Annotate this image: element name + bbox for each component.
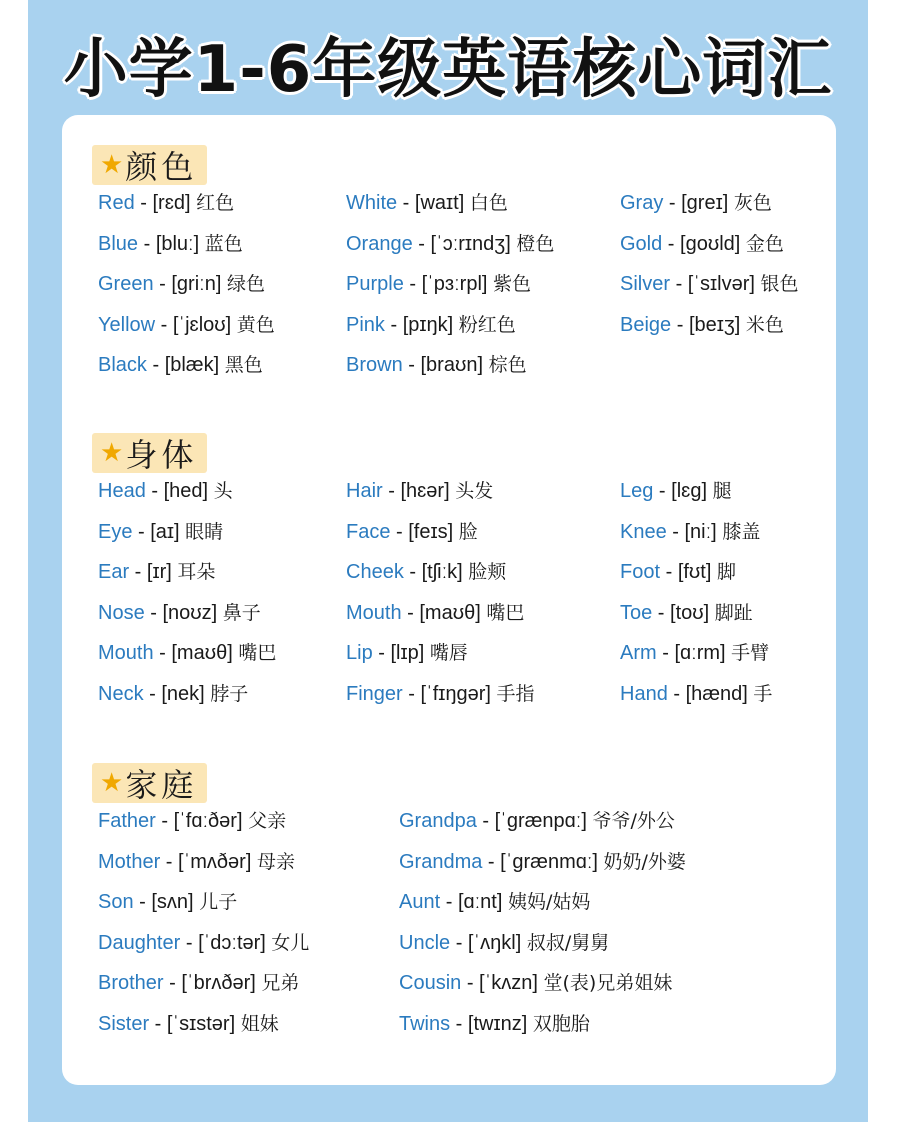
vocab-entry: Orange - [ˈɔːrɪndʒ] 橙色 <box>346 232 555 255</box>
phonetic: [ˈsɪstər] <box>166 1013 236 1035</box>
phonetic: [bluː] <box>155 232 200 255</box>
chinese-meaning: 姐妹 <box>240 1013 279 1035</box>
phonetic: [aɪ] <box>150 520 180 543</box>
vocab-entry: Brown - [braʊn] 棕色 <box>346 354 527 377</box>
phonetic: [ˈjɛloʊ] <box>172 313 232 336</box>
vocab-entry: Leg - [lɛg] 腿 <box>620 480 732 502</box>
chinese-meaning: 腿 <box>712 480 732 502</box>
english-word: Brown <box>346 354 403 377</box>
phonetic: [tʃiːk] <box>421 561 463 584</box>
chinese-meaning: 紫色 <box>493 273 532 296</box>
phonetic: [hɛər] <box>400 480 450 502</box>
phonetic: [griːn] <box>171 273 222 296</box>
phonetic: [beɪʒ] <box>688 313 741 336</box>
chinese-meaning: 嘴巴 <box>238 642 277 665</box>
chinese-meaning: 父亲 <box>248 810 287 832</box>
vocab-entry: Grandma - [ˈgrænmɑː] 奶奶/外婆 <box>399 850 686 873</box>
vocab-entry: Face - [feɪs] 脸 <box>346 520 478 543</box>
english-word: Father <box>98 810 156 832</box>
phonetic: [ɑːnt] <box>457 891 503 914</box>
vocab-entry: Beige - [beɪʒ] 米色 <box>620 313 784 336</box>
vocab-entry: Black - [blæk] 黑色 <box>98 354 263 377</box>
star-icon: ★ <box>100 768 124 798</box>
chinese-meaning: 脚趾 <box>714 601 753 624</box>
chinese-meaning: 头 <box>213 480 233 502</box>
chinese-meaning: 爷爷/外公 <box>592 810 675 832</box>
chinese-meaning: 兄弟 <box>261 972 300 995</box>
english-word: Finger <box>346 683 403 705</box>
english-word: Mouth <box>346 601 402 624</box>
english-word: Nose <box>98 601 145 624</box>
phonetic: [ˈgrænmɑː] <box>500 850 598 873</box>
vocab-entry: Hair - [hɛər] 头发 <box>346 480 494 502</box>
vocab-entry: Sister - [ˈsɪstər] 姐妹 <box>98 1013 279 1035</box>
chinese-meaning: 手 <box>753 683 773 705</box>
vocab-entry: Pink - [pɪŋk] 粉红色 <box>346 313 516 336</box>
english-word: Gold <box>620 232 663 255</box>
english-word: Blue <box>98 232 139 255</box>
vocab-entry: Cheek - [tʃiːk] 脸颊 <box>346 561 507 584</box>
phonetic: [ˈkʌzn] <box>479 972 538 995</box>
chinese-meaning: 金色 <box>745 232 784 255</box>
english-word: Grandma <box>399 850 483 873</box>
phonetic: [ˈbrʌðər] <box>181 972 256 995</box>
vocab-entry: Foot - [fʊt] 脚 <box>620 561 736 584</box>
vocab-entry: Red - [rɛd] 红色 <box>98 192 235 214</box>
english-word: Knee <box>620 520 667 543</box>
phonetic: [fʊt] <box>677 561 712 584</box>
vocab-entry: Finger - [ˈfɪŋgər] 手指 <box>346 683 535 705</box>
phonetic: [nek] <box>161 683 205 705</box>
chinese-meaning: 脚 <box>716 561 736 584</box>
chinese-meaning: 双胞胎 <box>532 1013 590 1035</box>
vocab-entry: White - [waɪt] 白色 <box>346 192 508 214</box>
vocab-entry: Green - [griːn] 绿色 <box>98 273 265 296</box>
english-word: Arm <box>620 642 657 665</box>
phonetic: [ˈdɔːtər] <box>198 931 266 954</box>
english-word: Aunt <box>399 891 441 914</box>
english-word: Ear <box>98 561 130 584</box>
star-icon: ★ <box>100 150 124 180</box>
chinese-meaning: 黄色 <box>236 313 275 336</box>
chinese-meaning: 橙色 <box>516 232 555 255</box>
chinese-meaning: 米色 <box>745 313 784 336</box>
vocab-entry: Neck - [nek] 脖子 <box>98 683 249 705</box>
english-word: Orange <box>346 232 413 255</box>
english-word: Green <box>98 273 154 296</box>
english-word: Neck <box>98 683 144 705</box>
english-word: Face <box>346 520 391 543</box>
vocab-entry: Purple - [ˈpɜːrpl] 紫色 <box>346 273 532 296</box>
phonetic: [lɛg] <box>671 480 708 502</box>
chinese-meaning: 手臂 <box>731 642 770 665</box>
chinese-meaning: 脸颊 <box>468 561 507 584</box>
phonetic: [ˈɔːrɪndʒ] <box>430 232 511 255</box>
vocab-entry: Cousin - [ˈkʌzn] 堂(表)兄弟姐妹 <box>399 972 673 995</box>
phonetic: [ɪr] <box>146 561 172 584</box>
chinese-meaning: 嘴巴 <box>486 601 525 624</box>
chinese-meaning: 绿色 <box>226 273 265 296</box>
phonetic: [lɪp] <box>390 642 425 665</box>
phonetic: [ˈmʌðər] <box>178 850 252 873</box>
english-word: Yellow <box>98 313 156 336</box>
vocab-entry: Brother - [ˈbrʌðər] 兄弟 <box>98 972 300 995</box>
english-word: Gray <box>620 192 664 214</box>
phonetic: [ɑːrm] <box>674 642 726 665</box>
phonetic: [waɪt] <box>414 192 465 214</box>
chinese-meaning: 奶奶/外婆 <box>603 850 686 873</box>
phonetic: [noʊz] <box>162 601 218 624</box>
chinese-meaning: 黑色 <box>224 354 263 377</box>
phonetic: [greɪ] <box>681 192 729 214</box>
chinese-meaning: 眼睛 <box>185 520 224 543</box>
chinese-meaning: 白色 <box>469 192 508 214</box>
phonetic: [ˈgrænpɑː] <box>494 810 587 832</box>
vocab-entry: Yellow - [ˈjɛloʊ] 黄色 <box>98 313 275 336</box>
english-word: Mother <box>98 850 161 873</box>
star-icon: ★ <box>100 438 124 468</box>
phonetic: [ˈʌŋkl] <box>467 931 522 954</box>
vocab-entry: Uncle - [ˈʌŋkl] 叔叔/舅舅 <box>399 931 610 954</box>
english-word: Uncle <box>399 931 451 954</box>
vocab-entry: Toe - [toʊ] 脚趾 <box>620 601 753 624</box>
vocab-entry: Blue - [bluː] 蓝色 <box>98 232 243 255</box>
phonetic: [ˈpɜːrpl] <box>421 273 488 296</box>
phonetic: [ˈfɑːðər] <box>173 810 243 832</box>
english-word: Purple <box>346 273 404 296</box>
english-word: White <box>346 192 398 214</box>
english-word: Silver <box>620 273 671 296</box>
english-word: Hand <box>620 683 668 705</box>
section-heading <box>92 145 207 185</box>
chinese-meaning: 脸 <box>458 520 478 543</box>
english-word: Lip <box>346 642 373 665</box>
chinese-meaning: 鼻子 <box>222 601 261 624</box>
vocab-entry: Son - [sʌn] 儿子 <box>98 891 238 914</box>
vocab-entry: Nose - [noʊz] 鼻子 <box>98 601 261 624</box>
chinese-meaning: 嘴唇 <box>429 642 468 665</box>
english-word: Beige <box>620 313 672 336</box>
english-word: Sister <box>98 1013 150 1035</box>
english-word: Mouth <box>98 642 154 665</box>
english-word: Daughter <box>98 931 181 954</box>
phonetic: [sʌn] <box>151 891 194 914</box>
vocab-entry: Ear - [ɪr] 耳朵 <box>98 561 216 584</box>
poster-background <box>28 0 868 1122</box>
chinese-meaning: 儿子 <box>199 891 238 914</box>
phonetic: [rɛd] <box>152 192 191 214</box>
section-heading <box>92 763 207 803</box>
chinese-meaning: 膝盖 <box>722 520 761 543</box>
english-word: Foot <box>620 561 661 584</box>
phonetic: [ˈsɪlvər] <box>687 273 755 296</box>
english-word: Toe <box>620 601 653 624</box>
vocab-entry: Twins - [twɪnz] 双胞胎 <box>399 1013 590 1035</box>
vocab-entry: Gray - [greɪ] 灰色 <box>620 192 772 214</box>
chinese-meaning: 姨妈/姑妈 <box>507 891 591 914</box>
vocab-entry: Head - [hed] 头 <box>98 480 233 502</box>
vocab-entry: Mouth - [maʊθ] 嘴巴 <box>346 601 525 624</box>
english-word: Twins <box>399 1013 451 1035</box>
phonetic: [twɪnz] <box>467 1013 528 1035</box>
english-word: Cheek <box>346 561 404 584</box>
chinese-meaning: 堂(表)兄弟姐妹 <box>543 972 673 995</box>
vocab-entry: Lip - [lɪp] 嘴唇 <box>346 642 468 665</box>
chinese-meaning: 手指 <box>496 683 535 705</box>
chinese-meaning: 脖子 <box>210 683 249 705</box>
phonetic: [maʊθ] <box>419 601 481 624</box>
chinese-meaning: 灰色 <box>733 192 772 214</box>
english-word: Brother <box>98 972 164 995</box>
vocab-entry: Silver - [ˈsɪlvər] 银色 <box>620 273 799 296</box>
english-word: Red <box>98 192 135 214</box>
english-word: Son <box>98 891 134 914</box>
phonetic: [hed] <box>163 480 209 502</box>
vocab-entry: Mouth - [maʊθ] 嘴巴 <box>98 642 277 665</box>
english-word: Eye <box>98 520 133 543</box>
vocab-entry: Father - [ˈfɑːðər] 父亲 <box>98 810 287 832</box>
section-title: 家庭 <box>125 766 198 804</box>
chinese-meaning: 粉红色 <box>458 313 516 336</box>
vocab-entry: Daughter - [ˈdɔːtər] 女儿 <box>98 931 310 954</box>
phonetic: [toʊ] <box>670 601 710 624</box>
chinese-meaning: 蓝色 <box>204 232 243 255</box>
vocab-entry: Gold - [goʊld] 金色 <box>620 232 784 255</box>
vocab-entry: Aunt - [ɑːnt] 姨妈/姑妈 <box>399 891 591 914</box>
english-word: Grandpa <box>399 810 477 832</box>
vocabulary-card <box>62 115 836 1085</box>
phonetic: [feɪs] <box>408 520 454 543</box>
chinese-meaning: 女儿 <box>271 931 310 954</box>
section-title: 身体 <box>125 436 198 474</box>
english-word: Head <box>98 480 146 502</box>
phonetic: [niː] <box>684 520 717 543</box>
vocab-entry: Hand - [hænd] 手 <box>620 683 773 705</box>
phonetic: [maʊθ] <box>171 642 233 665</box>
chinese-meaning: 银色 <box>760 273 799 296</box>
vocab-entry: Mother - [ˈmʌðər] 母亲 <box>98 850 295 873</box>
chinese-meaning: 棕色 <box>488 354 527 377</box>
chinese-meaning: 母亲 <box>256 850 295 873</box>
phonetic: [hænd] <box>685 683 748 705</box>
chinese-meaning: 叔叔/舅舅 <box>526 931 610 954</box>
section-title: 颜色 <box>125 148 198 186</box>
vocab-entry: Arm - [ɑːrm] 手臂 <box>620 642 770 665</box>
section-heading <box>92 433 207 473</box>
vocab-entry: Eye - [aɪ] 眼睛 <box>98 520 224 543</box>
phonetic: [braʊn] <box>420 354 483 377</box>
english-word: Black <box>98 354 147 377</box>
phonetic: [goʊld] <box>680 232 741 255</box>
chinese-meaning: 耳朵 <box>177 561 216 584</box>
vocab-entry: Grandpa - [ˈgrænpɑː] 爷爷/外公 <box>399 810 675 832</box>
chinese-meaning: 红色 <box>196 192 235 214</box>
english-word: Hair <box>346 480 383 502</box>
english-word: Leg <box>620 480 654 502</box>
english-word: Pink <box>346 313 385 336</box>
vocab-entry: Knee - [niː] 膝盖 <box>620 520 761 543</box>
phonetic: [blæk] <box>164 354 220 377</box>
page-title: 小学1-6年级英语核心词汇 <box>63 33 833 107</box>
english-word: Cousin <box>399 972 462 995</box>
chinese-meaning: 头发 <box>455 480 494 502</box>
phonetic: [ˈfɪŋgər] <box>420 683 491 705</box>
phonetic: [pɪŋk] <box>402 313 454 336</box>
